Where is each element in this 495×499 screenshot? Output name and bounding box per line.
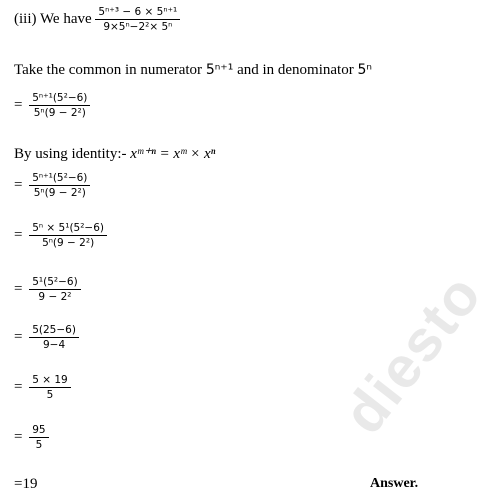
step-fraction (29, 276, 80, 303)
equals-sign: = (14, 97, 23, 114)
fraction-denominator: 5ⁿ(9 − 2²) (33, 187, 86, 200)
step-1 (14, 92, 90, 119)
step-6 (14, 374, 71, 401)
instruction-denominator-term: 5ⁿ (357, 62, 372, 78)
equals-sign: = (14, 329, 23, 346)
watermark-text: diesto (330, 261, 495, 446)
answer-label: Answer. (370, 476, 419, 491)
step-2 (14, 172, 90, 199)
step-4 (14, 276, 81, 303)
instruction-middle: and in denominator (237, 62, 354, 78)
equals-sign: = (14, 379, 23, 396)
fraction-numerator: 5ⁿ⁺¹(5²−6) (29, 92, 90, 106)
step-5 (14, 324, 79, 351)
problem-statement (14, 6, 180, 33)
final-result: =19 (14, 476, 38, 492)
fraction-numerator: 5ⁿ⁺¹(5²−6) (29, 172, 90, 186)
fraction-numerator: 5¹(5²−6) (29, 276, 80, 290)
step-fraction (29, 222, 107, 249)
identity-formula: xᵐ⁺ⁿ = xᵐ × xⁿ (130, 146, 216, 162)
instruction-text: Take the common in numerator (14, 62, 203, 78)
equals-sign: = (14, 281, 23, 298)
problem-label: (iii) We have (14, 11, 92, 27)
equals-sign: = (14, 429, 23, 446)
fraction-denominator: 9−4 (42, 339, 66, 352)
equals-sign: = (14, 227, 23, 244)
fraction-denominator: 9 − 2² (38, 291, 72, 304)
step-fraction (29, 374, 71, 401)
equals-sign: = (14, 177, 23, 194)
identity-label: By using identity:- (14, 146, 127, 162)
instruction-numerator-term: 5ⁿ⁺¹ (205, 62, 234, 78)
step-fraction (29, 92, 90, 119)
fraction-numerator: 5(25−6) (29, 324, 79, 338)
fraction-denominator: 5 (46, 389, 54, 402)
identity-line (14, 144, 215, 163)
step-fraction (29, 172, 90, 199)
step-7 (14, 424, 49, 451)
fraction-numerator: 95 (29, 424, 48, 438)
fraction-denominator: 5 (35, 439, 43, 452)
step-3 (14, 222, 107, 249)
fraction-numerator: 5ⁿ × 5¹(5²−6) (29, 222, 107, 236)
fraction-denominator: 5ⁿ(9 − 2²) (42, 237, 95, 250)
fraction-numerator: 5ⁿ⁺³ − 6 × 5ⁿ⁺¹ (95, 6, 180, 20)
problem-fraction (95, 6, 180, 33)
fraction-denominator: 5ⁿ(9 − 2²) (33, 107, 86, 120)
fraction-numerator: 5 × 19 (29, 374, 71, 388)
fraction-denominator: 9×5ⁿ−2²× 5ⁿ (103, 21, 173, 34)
step-fraction (29, 424, 48, 451)
step-fraction (29, 324, 79, 351)
instruction-line (14, 62, 372, 79)
